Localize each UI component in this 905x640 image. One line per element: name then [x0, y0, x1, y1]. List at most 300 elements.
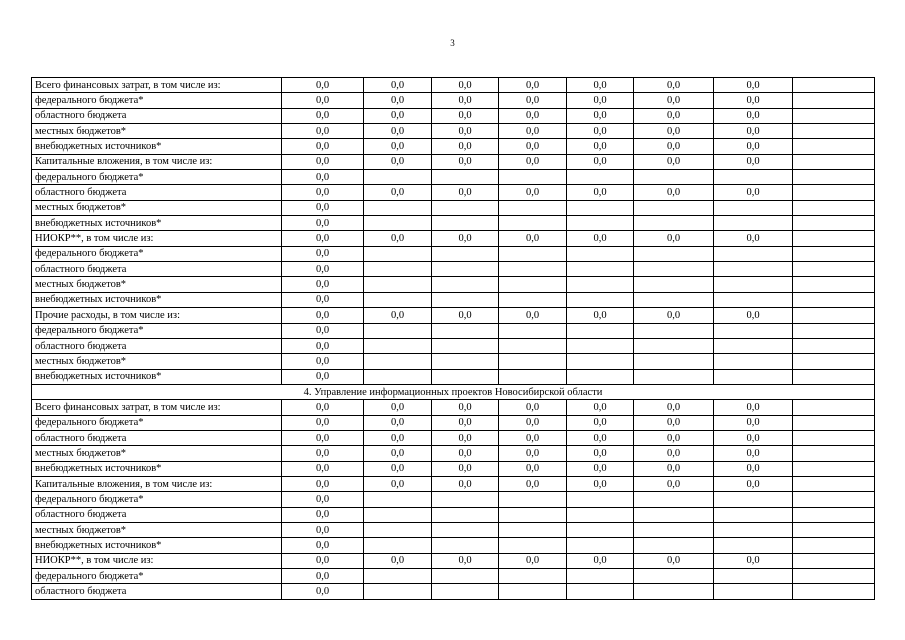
value-cell — [714, 262, 793, 277]
value-cell: 0,0 — [282, 354, 364, 369]
row-label: местных бюджетов* — [32, 277, 282, 292]
value-cell — [634, 200, 714, 215]
value-cell: 0,0 — [432, 461, 499, 476]
value-cell: 0,0 — [567, 461, 634, 476]
row-label: федерального бюджета* — [32, 246, 282, 261]
value-cell: 0,0 — [634, 124, 714, 139]
row-label: внебюджетных источников* — [32, 369, 282, 384]
value-cell: 0,0 — [634, 93, 714, 108]
value-cell — [364, 538, 432, 553]
value-cell — [634, 216, 714, 231]
value-cell: 0,0 — [634, 461, 714, 476]
table-row — [32, 108, 875, 123]
value-cell: 0,0 — [364, 476, 432, 491]
row-label: Всего финансовых затрат, в том числе из: — [32, 78, 282, 93]
value-cell: 0,0 — [714, 415, 793, 430]
table-row — [32, 246, 875, 261]
value-cell — [793, 369, 875, 384]
table-row — [32, 461, 875, 476]
value-cell — [364, 354, 432, 369]
value-cell: 0,0 — [432, 108, 499, 123]
value-cell: 0,0 — [499, 461, 567, 476]
value-cell — [714, 216, 793, 231]
value-cell — [364, 569, 432, 584]
value-cell: 0,0 — [714, 446, 793, 461]
value-cell: 0,0 — [714, 108, 793, 123]
value-cell — [364, 522, 432, 537]
value-cell — [499, 170, 567, 185]
value-cell — [793, 522, 875, 537]
row-label: внебюджетных источников* — [32, 139, 282, 154]
value-cell — [364, 338, 432, 353]
value-cell — [793, 584, 875, 599]
row-label: областного бюджета — [32, 507, 282, 522]
value-cell — [714, 569, 793, 584]
value-cell: 0,0 — [282, 185, 364, 200]
table-row — [32, 569, 875, 584]
value-cell: 0,0 — [499, 430, 567, 445]
value-cell: 0,0 — [634, 78, 714, 93]
table-row — [32, 584, 875, 599]
value-cell: 0,0 — [282, 308, 364, 323]
value-cell: 0,0 — [714, 78, 793, 93]
value-cell — [634, 492, 714, 507]
value-cell — [793, 476, 875, 491]
value-cell: 0,0 — [282, 492, 364, 507]
value-cell — [793, 338, 875, 353]
value-cell — [793, 246, 875, 261]
value-cell — [793, 200, 875, 215]
value-cell: 0,0 — [499, 185, 567, 200]
value-cell: 0,0 — [364, 124, 432, 139]
value-cell: 0,0 — [634, 231, 714, 246]
value-cell: 0,0 — [432, 124, 499, 139]
value-cell: 0,0 — [364, 231, 432, 246]
value-cell: 0,0 — [364, 461, 432, 476]
table-row — [32, 231, 875, 246]
value-cell: 0,0 — [364, 93, 432, 108]
value-cell: 0,0 — [714, 139, 793, 154]
value-cell: 0,0 — [282, 139, 364, 154]
value-cell: 0,0 — [364, 430, 432, 445]
value-cell — [793, 93, 875, 108]
value-cell — [499, 354, 567, 369]
value-cell: 0,0 — [364, 415, 432, 430]
value-cell — [364, 262, 432, 277]
table-row — [32, 93, 875, 108]
value-cell — [499, 277, 567, 292]
value-cell — [499, 522, 567, 537]
row-label: Прочие расходы, в том числе из: — [32, 308, 282, 323]
value-cell: 0,0 — [282, 124, 364, 139]
value-cell — [499, 369, 567, 384]
value-cell: 0,0 — [567, 308, 634, 323]
value-cell — [567, 246, 634, 261]
value-cell — [432, 492, 499, 507]
value-cell — [793, 78, 875, 93]
value-cell: 0,0 — [432, 231, 499, 246]
value-cell — [567, 200, 634, 215]
value-cell — [432, 538, 499, 553]
value-cell: 0,0 — [282, 461, 364, 476]
value-cell — [364, 246, 432, 261]
value-cell: 0,0 — [282, 584, 364, 599]
value-cell: 0,0 — [567, 415, 634, 430]
table-row — [32, 124, 875, 139]
value-cell — [432, 584, 499, 599]
value-cell — [793, 415, 875, 430]
value-cell: 0,0 — [714, 124, 793, 139]
value-cell — [567, 569, 634, 584]
value-cell: 0,0 — [567, 78, 634, 93]
value-cell — [567, 538, 634, 553]
value-cell: 0,0 — [282, 476, 364, 491]
value-cell — [793, 461, 875, 476]
value-cell — [499, 246, 567, 261]
value-cell — [567, 170, 634, 185]
value-cell — [714, 338, 793, 353]
value-cell: 0,0 — [282, 569, 364, 584]
row-label: федерального бюджета* — [32, 323, 282, 338]
value-cell: 0,0 — [567, 231, 634, 246]
value-cell: 0,0 — [499, 93, 567, 108]
value-cell: 0,0 — [364, 308, 432, 323]
value-cell — [634, 292, 714, 307]
value-cell: 0,0 — [364, 185, 432, 200]
value-cell: 0,0 — [634, 108, 714, 123]
value-cell — [634, 507, 714, 522]
financing-table — [31, 77, 875, 600]
value-cell: 0,0 — [499, 231, 567, 246]
value-cell — [364, 323, 432, 338]
value-cell — [793, 569, 875, 584]
value-cell: 0,0 — [634, 139, 714, 154]
value-cell: 0,0 — [499, 154, 567, 169]
value-cell: 0,0 — [567, 139, 634, 154]
value-cell — [432, 507, 499, 522]
table-row — [32, 185, 875, 200]
value-cell — [714, 522, 793, 537]
value-cell — [634, 246, 714, 261]
value-cell — [714, 538, 793, 553]
table-row — [32, 139, 875, 154]
row-label: Капитальные вложения, в том числе из: — [32, 476, 282, 491]
table-row — [32, 369, 875, 384]
row-label: областного бюджета — [32, 108, 282, 123]
value-cell — [567, 216, 634, 231]
value-cell: 0,0 — [634, 154, 714, 169]
value-cell: 0,0 — [432, 139, 499, 154]
value-cell: 0,0 — [499, 108, 567, 123]
value-cell: 0,0 — [714, 93, 793, 108]
value-cell — [793, 354, 875, 369]
value-cell — [499, 338, 567, 353]
value-cell: 0,0 — [282, 154, 364, 169]
table-row — [32, 262, 875, 277]
value-cell: 0,0 — [432, 93, 499, 108]
value-cell: 0,0 — [282, 262, 364, 277]
table-row — [32, 277, 875, 292]
value-cell: 0,0 — [714, 476, 793, 491]
row-label: местных бюджетов* — [32, 446, 282, 461]
value-cell — [432, 292, 499, 307]
value-cell — [714, 323, 793, 338]
value-cell — [634, 584, 714, 599]
value-cell: 0,0 — [499, 400, 567, 415]
value-cell: 0,0 — [364, 108, 432, 123]
value-cell — [793, 185, 875, 200]
value-cell — [793, 323, 875, 338]
value-cell — [793, 507, 875, 522]
value-cell: 0,0 — [364, 78, 432, 93]
value-cell: 0,0 — [282, 200, 364, 215]
row-label: местных бюджетов* — [32, 124, 282, 139]
row-label: Всего финансовых затрат, в том числе из: — [32, 400, 282, 415]
value-cell: 0,0 — [634, 446, 714, 461]
table-row — [32, 154, 875, 169]
value-cell: 0,0 — [499, 553, 567, 568]
value-cell — [793, 216, 875, 231]
section-title: 4. Управление информационных проектов Новосибирской области — [32, 384, 875, 399]
value-cell: 0,0 — [634, 400, 714, 415]
value-cell — [714, 354, 793, 369]
value-cell — [499, 216, 567, 231]
table-row — [32, 430, 875, 445]
row-label: местных бюджетов* — [32, 354, 282, 369]
value-cell: 0,0 — [714, 308, 793, 323]
value-cell — [364, 170, 432, 185]
row-label: федерального бюджета* — [32, 170, 282, 185]
table-row — [32, 446, 875, 461]
value-cell — [634, 369, 714, 384]
value-cell — [499, 569, 567, 584]
value-cell — [793, 277, 875, 292]
value-cell — [793, 492, 875, 507]
value-cell: 0,0 — [634, 415, 714, 430]
value-cell — [499, 538, 567, 553]
value-cell — [499, 584, 567, 599]
value-cell: 0,0 — [282, 108, 364, 123]
table-row — [32, 522, 875, 537]
value-cell: 0,0 — [432, 78, 499, 93]
table-row — [32, 323, 875, 338]
row-label: местных бюджетов* — [32, 522, 282, 537]
value-cell — [567, 338, 634, 353]
row-label: областного бюджета — [32, 185, 282, 200]
value-cell: 0,0 — [499, 139, 567, 154]
value-cell: 0,0 — [432, 400, 499, 415]
table-row — [32, 200, 875, 215]
value-cell — [364, 584, 432, 599]
table-row — [32, 308, 875, 323]
value-cell: 0,0 — [282, 400, 364, 415]
table-row — [32, 170, 875, 185]
table-row — [32, 400, 875, 415]
row-label: федерального бюджета* — [32, 569, 282, 584]
value-cell: 0,0 — [282, 216, 364, 231]
value-cell — [567, 292, 634, 307]
section-header-row — [32, 384, 875, 399]
value-cell: 0,0 — [432, 553, 499, 568]
value-cell: 0,0 — [432, 476, 499, 491]
value-cell — [634, 354, 714, 369]
row-label: областного бюджета — [32, 338, 282, 353]
value-cell: 0,0 — [282, 246, 364, 261]
value-cell: 0,0 — [567, 430, 634, 445]
value-cell — [634, 522, 714, 537]
value-cell — [432, 277, 499, 292]
value-cell — [793, 308, 875, 323]
row-label: НИОКР**, в том числе из: — [32, 553, 282, 568]
value-cell — [364, 292, 432, 307]
value-cell: 0,0 — [432, 185, 499, 200]
row-label: внебюджетных источников* — [32, 216, 282, 231]
value-cell: 0,0 — [282, 323, 364, 338]
value-cell: 0,0 — [499, 78, 567, 93]
value-cell: 0,0 — [432, 154, 499, 169]
value-cell: 0,0 — [364, 154, 432, 169]
value-cell: 0,0 — [567, 108, 634, 123]
value-cell — [793, 430, 875, 445]
value-cell: 0,0 — [282, 277, 364, 292]
value-cell: 0,0 — [432, 430, 499, 445]
value-cell — [432, 216, 499, 231]
value-cell — [714, 246, 793, 261]
value-cell: 0,0 — [432, 308, 499, 323]
value-cell: 0,0 — [714, 231, 793, 246]
value-cell — [432, 323, 499, 338]
value-cell: 0,0 — [282, 553, 364, 568]
value-cell: 0,0 — [364, 446, 432, 461]
value-cell: 0,0 — [282, 430, 364, 445]
value-cell — [714, 584, 793, 599]
value-cell: 0,0 — [714, 430, 793, 445]
value-cell: 0,0 — [567, 124, 634, 139]
value-cell — [567, 369, 634, 384]
value-cell — [714, 292, 793, 307]
table-row — [32, 492, 875, 507]
table-row — [32, 553, 875, 568]
value-cell — [714, 277, 793, 292]
value-cell: 0,0 — [364, 400, 432, 415]
value-cell — [793, 446, 875, 461]
row-label: НИОКР**, в том числе из: — [32, 231, 282, 246]
value-cell — [432, 200, 499, 215]
value-cell — [567, 354, 634, 369]
row-label: областного бюджета — [32, 430, 282, 445]
row-label: областного бюджета — [32, 262, 282, 277]
table-row — [32, 476, 875, 491]
value-cell — [793, 262, 875, 277]
value-cell — [364, 200, 432, 215]
value-cell — [714, 492, 793, 507]
value-cell — [793, 538, 875, 553]
value-cell: 0,0 — [364, 139, 432, 154]
value-cell: 0,0 — [282, 415, 364, 430]
value-cell — [364, 507, 432, 522]
value-cell: 0,0 — [282, 292, 364, 307]
value-cell — [432, 569, 499, 584]
value-cell: 0,0 — [634, 308, 714, 323]
row-label: внебюджетных источников* — [32, 292, 282, 307]
value-cell: 0,0 — [567, 185, 634, 200]
value-cell: 0,0 — [499, 308, 567, 323]
value-cell: 0,0 — [714, 400, 793, 415]
value-cell — [634, 338, 714, 353]
value-cell — [364, 277, 432, 292]
value-cell — [432, 170, 499, 185]
value-cell: 0,0 — [634, 185, 714, 200]
table-row — [32, 507, 875, 522]
value-cell — [499, 292, 567, 307]
value-cell: 0,0 — [634, 553, 714, 568]
value-cell: 0,0 — [282, 522, 364, 537]
value-cell: 0,0 — [282, 78, 364, 93]
value-cell — [567, 522, 634, 537]
table-row — [32, 216, 875, 231]
value-cell — [432, 338, 499, 353]
value-cell — [714, 200, 793, 215]
value-cell: 0,0 — [499, 124, 567, 139]
value-cell: 0,0 — [714, 553, 793, 568]
value-cell — [567, 277, 634, 292]
row-label: федерального бюджета* — [32, 415, 282, 430]
value-cell — [793, 124, 875, 139]
page-number: 3 — [450, 38, 455, 48]
value-cell: 0,0 — [567, 154, 634, 169]
value-cell — [567, 584, 634, 599]
value-cell — [793, 139, 875, 154]
value-cell — [634, 323, 714, 338]
value-cell — [499, 323, 567, 338]
value-cell — [714, 170, 793, 185]
value-cell — [364, 369, 432, 384]
row-label: местных бюджетов* — [32, 200, 282, 215]
value-cell — [793, 108, 875, 123]
value-cell — [793, 170, 875, 185]
value-cell: 0,0 — [634, 430, 714, 445]
value-cell — [499, 492, 567, 507]
value-cell — [432, 522, 499, 537]
value-cell: 0,0 — [499, 446, 567, 461]
value-cell — [793, 553, 875, 568]
value-cell: 0,0 — [567, 93, 634, 108]
value-cell — [793, 154, 875, 169]
value-cell: 0,0 — [499, 476, 567, 491]
value-cell — [499, 507, 567, 522]
value-cell — [499, 200, 567, 215]
row-label: внебюджетных источников* — [32, 538, 282, 553]
value-cell — [714, 369, 793, 384]
value-cell — [432, 262, 499, 277]
table-row — [32, 338, 875, 353]
row-label: федерального бюджета* — [32, 492, 282, 507]
value-cell — [567, 262, 634, 277]
value-cell: 0,0 — [282, 231, 364, 246]
value-cell — [634, 262, 714, 277]
value-cell — [793, 400, 875, 415]
value-cell — [634, 170, 714, 185]
value-cell: 0,0 — [282, 538, 364, 553]
value-cell: 0,0 — [714, 461, 793, 476]
value-cell — [634, 277, 714, 292]
value-cell: 0,0 — [432, 446, 499, 461]
value-cell: 0,0 — [282, 170, 364, 185]
value-cell — [567, 492, 634, 507]
value-cell: 0,0 — [282, 446, 364, 461]
value-cell — [432, 369, 499, 384]
value-cell: 0,0 — [282, 369, 364, 384]
